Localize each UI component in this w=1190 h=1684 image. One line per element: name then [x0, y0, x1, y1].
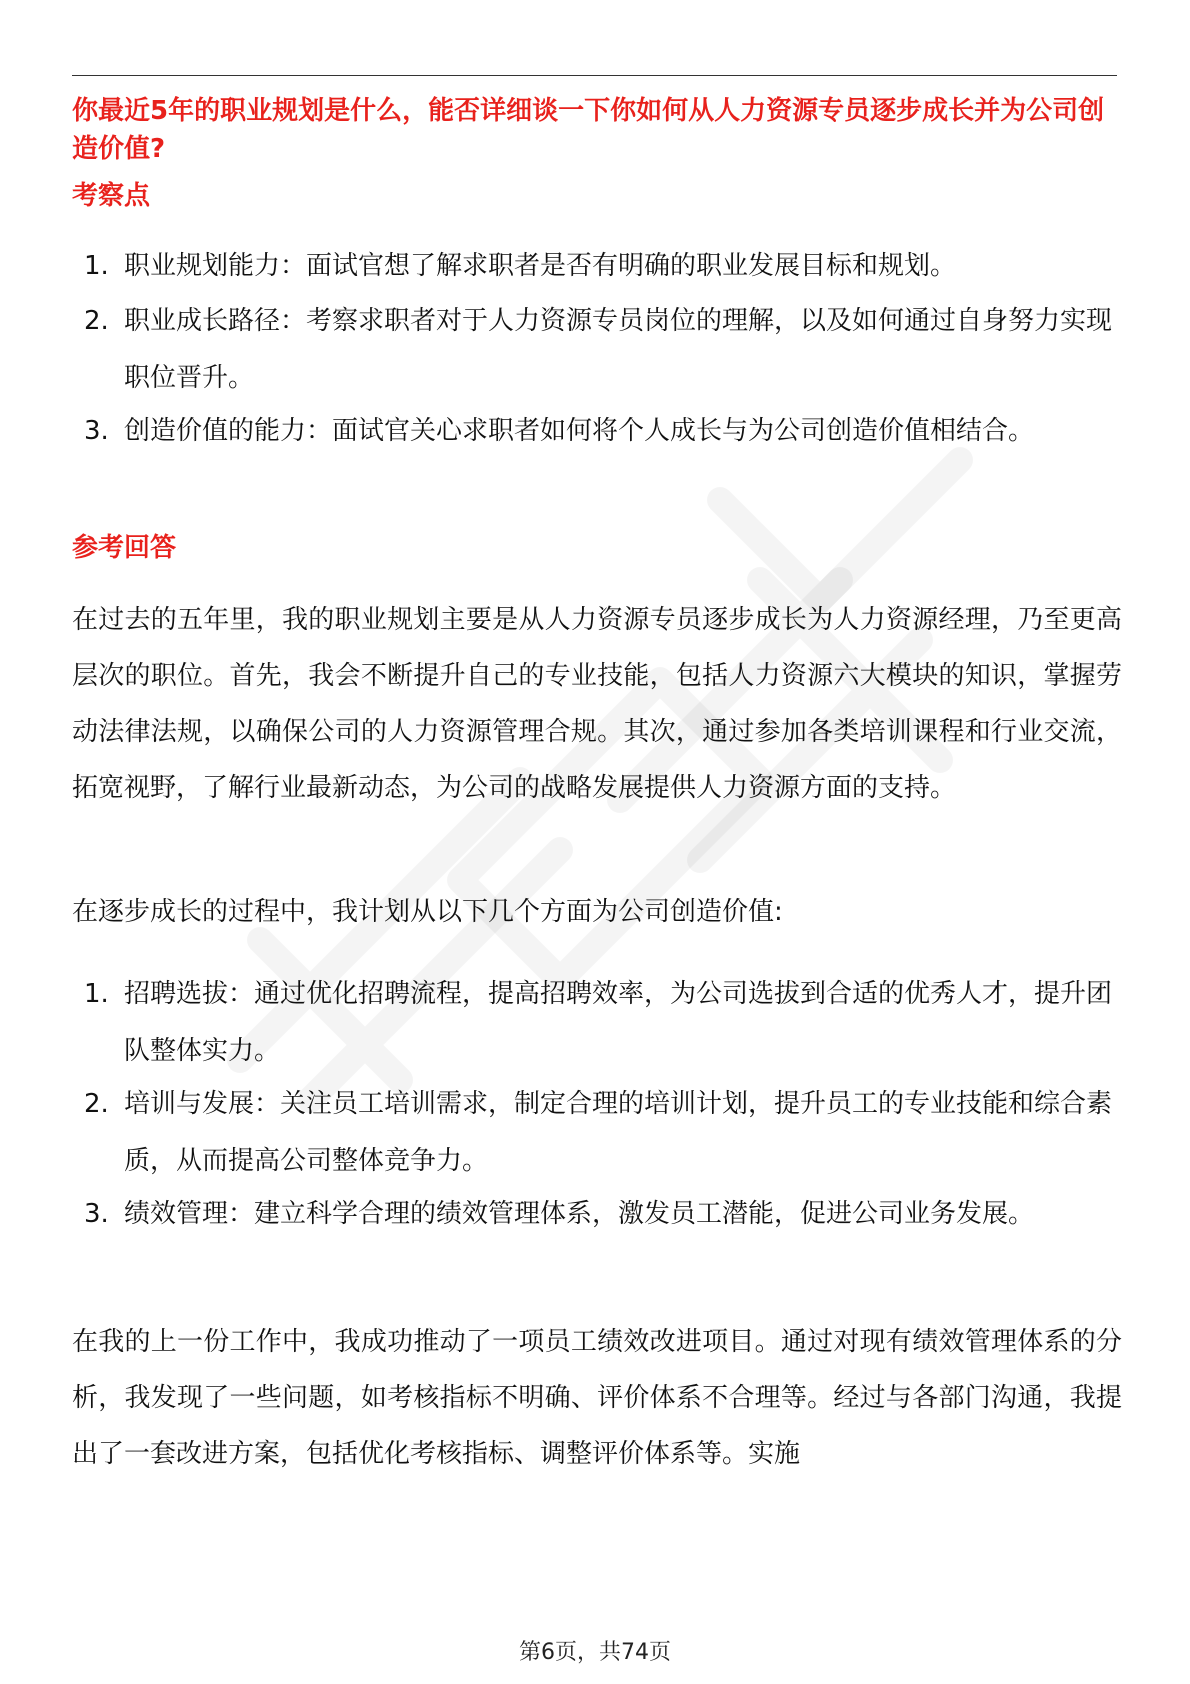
- list-number: 1.: [84, 979, 109, 1009]
- list-item: [72, 293, 1122, 407]
- focus-heading: 考察点: [72, 181, 151, 211]
- list-number: 3.: [84, 1199, 109, 1229]
- list-number: 3.: [84, 416, 109, 446]
- page-footer: 第6页，共74页: [519, 1640, 671, 1665]
- list-item-text: 创造价值的能力：面试官关心求职者如何将个人成长与为公司创造价值相结合。: [124, 416, 1035, 446]
- answer-paragraph-1: 在过去的五年里，我的职业规划主要是从人力资源专员逐步成长为人力资源经理，乃至更高层次的职位。首先，我会不断提升自己的专业技能，包括人力资源六大模块的知识，掌握劳动法律法规，以确保公司的人力资源管理合规。其次，通过参加各类培训课程和行业交流，拓宽视野，了解行业最新动态，为公司的战略发展提供人力资源方面的支持。: [72, 605, 1122, 803]
- answer-paragraph-2: 在逐步成长的过程中，我计划从以下几个方面为公司创造价值:: [72, 897, 783, 927]
- list-item-text: 培训与发展：关注员工培训需求，制定合理的培训计划，提升员工的专业技能和综合素质，从而提高公司整体竞争力。: [124, 1089, 1113, 1176]
- list-number: 1.: [84, 251, 109, 281]
- list-item: [72, 1186, 1122, 1243]
- top-divider: [72, 75, 1117, 76]
- list-item: [72, 966, 1122, 1080]
- list-item: [72, 1076, 1122, 1190]
- list-number: 2.: [84, 1089, 109, 1119]
- list-item-text: 职业成长路径：考察求职者对于人力资源专员岗位的理解，以及如何通过自身努力实现职位晋升。: [124, 306, 1113, 393]
- answer-heading: 参考回答: [72, 533, 177, 563]
- answer-paragraph-3: 在我的上一份工作中，我成功推动了一项员工绩效改进项目。通过对现有绩效管理体系的分析，我发现了一些问题，如考核指标不明确、评价体系不合理等。经过与各部门沟通，我提出了一套改进方案，包括优化考核指标、调整评价体系等。实施: [72, 1327, 1122, 1469]
- list-item-text: 绩效管理：建立科学合理的绩效管理体系，激发员工潜能，促进公司业务发展。: [124, 1199, 1035, 1229]
- value-items-list: [72, 966, 1122, 1243]
- focus-points-list: [72, 238, 1122, 460]
- list-number: 2.: [84, 306, 109, 336]
- list-item-text: 职业规划能力：面试官想了解求职者是否有明确的职业发展目标和规划。: [124, 251, 957, 281]
- list-item: [72, 238, 1122, 295]
- question-title: 你最近5年的职业规划是什么，能否详细谈一下你如何从人力资源专员逐步成长并为公司创造价值?: [72, 96, 1105, 164]
- list-item: [72, 403, 1122, 460]
- list-item-text: 招聘选拔：通过优化招聘流程，提高招聘效率，为公司选拔到合适的优秀人才，提升团队整体实力。: [124, 979, 1113, 1066]
